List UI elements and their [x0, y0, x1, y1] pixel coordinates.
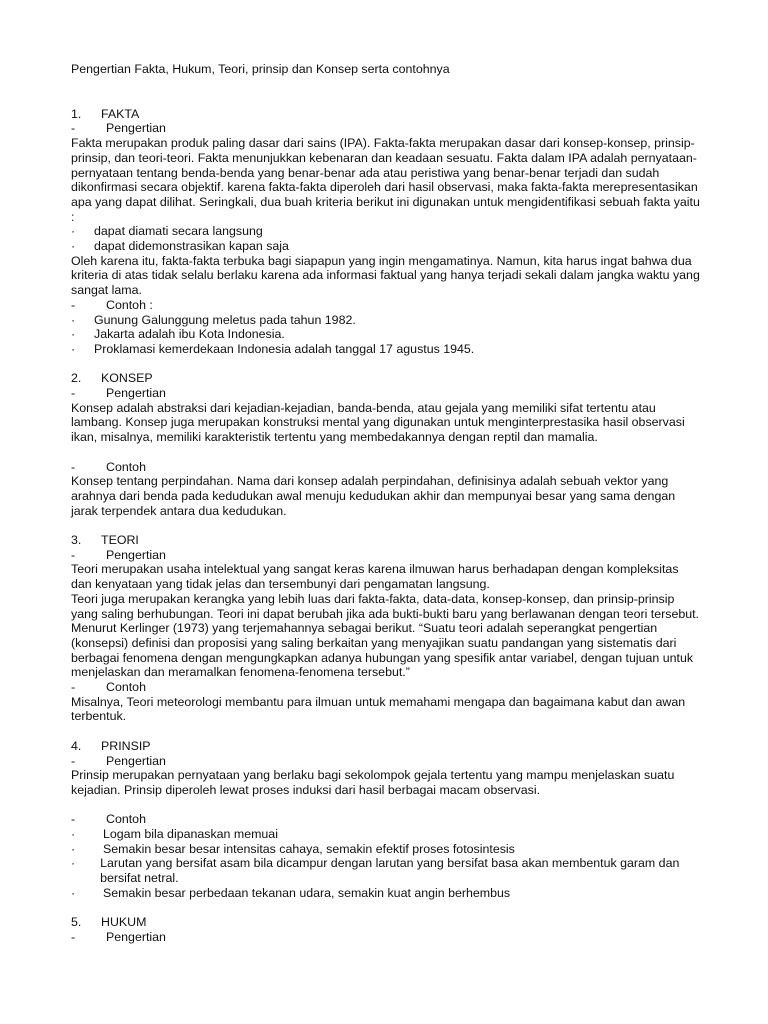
section-hukum — [71, 915, 701, 944]
example-paragraph: Konsep tentang perpindahan. Nama dari konsep adalah perpindahan, definisinya adalah sebuah vektor yang arahnya dari benda pada kedudukan awal menuju kedudukan akhir dan mempunyai besar yang sama dengan jarak terpendek antara dua kedudukan. — [71, 474, 676, 518]
list-item: · Logam bila dipanaskan memuai — [71, 827, 278, 842]
section-number: 4. — [71, 738, 82, 753]
section-number: 3. — [71, 533, 82, 548]
pengertian-label-line: - Pengertian — [71, 547, 166, 562]
section-title: HUKUM — [101, 915, 147, 930]
list-item: · Semakin besar perbedaan tekanan udara, semakin kuat angin berhembus — [71, 885, 511, 900]
section-title: TEORI — [101, 533, 139, 548]
contoh-label-line: - Contoh — [71, 459, 146, 474]
section-teori — [71, 533, 701, 724]
contoh-label-line: - Contoh — [71, 680, 146, 695]
quote-paragraph: Menurut Kerlinger (1973) yang terjemahannya sebagai berikut. “Suatu teori adalah seperangkat pengertian (konsepsi) definisi dan proposisi yang saling berkaitan yang menyajikan suatu pandangan yang sistematis dari berbagai fenomena dengan mengungkapkan adanya hubungan yang spesifik antar variabel, dengan tujuan untuk menjelaskan dan meramalkan fenomena-fenomena tersebut.” — [71, 621, 694, 680]
list-item: · Semakin besar besar intensitas cahaya, semakin efektif proses fotosintesis — [71, 841, 515, 856]
document-page — [71, 62, 701, 959]
section-title: FAKTA — [101, 106, 140, 121]
definition-paragraph: Teori merupakan usaha intelektual yang sangat keras karena ilmuwan harus berhadapan dengan kompleksitas dan kenyataan yang tidak jelas dan tersembunyi dari pengamatan langsung. — [71, 562, 679, 592]
section-konsep — [71, 371, 701, 518]
section-fakta — [71, 107, 701, 357]
list-item: · Jakarta adalah ibu Kota Indonesia. — [71, 327, 285, 342]
section-heading — [71, 739, 701, 754]
pengertian-label-line: - Pengertian — [71, 929, 166, 944]
section-heading — [71, 533, 701, 548]
pengertian-label: Pengertian — [106, 929, 166, 944]
contoh-label: Contoh — [106, 680, 146, 695]
definition-paragraph: Fakta merupakan produk paling dasar dari sains (IPA). Fakta-fakta merupakan dasar dari konsep-konsep, prinsip-prinsip, dan teori-teori. Fakta menunjukkan kebenaran dan keadaan sesuatu. Fakta dalam IPA adalah pernyataan-pernyataan tentang benda-benda yang benar-benar ada atau peristiwa yang benar-benar terjadi dan sudah dikonfirmasi secara objektif. karena fakta-fakta diperoleh dari hasil observasi, maka fakta-fakta merepresentasikan apa yang dapat dilihat. Seringkali, dua buah kriteria berikut ini digunakan untuk mengidentifikasi sebuah fakta yaitu : — [71, 136, 700, 224]
section-heading — [71, 107, 701, 122]
list-item: · dapat diamati secara langsung — [71, 224, 263, 239]
contoh-label-line: - Contoh : — [71, 297, 153, 312]
list-item: · Gunung Galunggung meletus pada tahun 1982. — [71, 312, 356, 327]
section-heading — [71, 371, 701, 386]
pengertian-label-line: - Pengertian — [71, 753, 166, 768]
contoh-label: Contoh — [106, 459, 146, 474]
contoh-label: Contoh — [106, 812, 146, 827]
section-prinsip — [71, 739, 701, 901]
pengertian-label: Pengertian — [106, 121, 166, 136]
list-item: · dapat didemonstrasikan kapan saja — [71, 239, 289, 254]
definition-paragraph: Teori juga merupakan kerangka yang lebih luas dari fakta-fakta, data-data, konsep-konsep, dan prinsip-prinsip yang saling berhubungan. Teori ini dapat berubah jika ada bukti-bukti baru yang berlawanan dengan teori tersebut. — [71, 591, 700, 621]
definition-paragraph: Konsep adalah abstraksi dari kejadian-kejadian, banda-benda, atau gejala yang memiliki sifat tertentu atau lambang. Konsep juga merupakan konstruksi mental yang digunakan untuk menginterprestasika hasil observasi ikan, misalnya, memiliki karakteristik tertentu yang membedakannya dengan reptil dan mamalia. — [71, 400, 685, 445]
definition-paragraph: Prinsip merupakan pernyataan yang berlaku bagi sekolompok gejala tertentu yang mampu menjelaskan suatu kejadian. Prinsip diperoleh lewat proses induksi dari hasil berbagai macam observasi. — [71, 768, 675, 797]
contoh-label-line: - Contoh — [71, 812, 146, 827]
list-item: · Larutan yang bersifat asam bila dicampur dengan larutan yang bersifat basa akan membentuk garam dan bersifat netral. — [71, 856, 680, 886]
section-number: 5. — [71, 915, 82, 930]
section-number: 1. — [71, 106, 82, 121]
note-paragraph: Oleh karena itu, fakta-fakta terbuka bagi siapapun yang ingin mengamatinya. Namun, kita harus ingat bahwa dua kriteria di atas tidak selalu berlaku karena ada informasi faktual yang hanya terjadi sekali dalam jangka waktu yang sangat lama. — [71, 253, 700, 298]
pengertian-label: Pengertian — [106, 547, 166, 562]
contoh-label: Contoh : — [106, 297, 153, 312]
list-item: · Proklamasi kemerdekaan Indonesia adalah tanggal 17 agustus 1945. — [71, 341, 475, 356]
section-title: PRINSIP — [101, 738, 151, 753]
section-number: 2. — [71, 371, 82, 386]
example-paragraph: Misalnya, Teori meteorologi membantu para ilmuan untuk memahami mengapa dan bagaimana kabut dan awan terbentuk. — [71, 694, 686, 724]
pengertian-label-line: - Pengertian — [71, 121, 166, 136]
document-title: Pengertian Fakta, Hukum, Teori, prinsip dan Konsep serta contohnya — [71, 62, 450, 76]
pengertian-label-line: - Pengertian — [71, 386, 166, 401]
pengertian-label: Pengertian — [106, 753, 166, 768]
section-heading — [71, 915, 701, 930]
section-title: KONSEP — [101, 371, 153, 386]
pengertian-label: Pengertian — [106, 386, 166, 401]
